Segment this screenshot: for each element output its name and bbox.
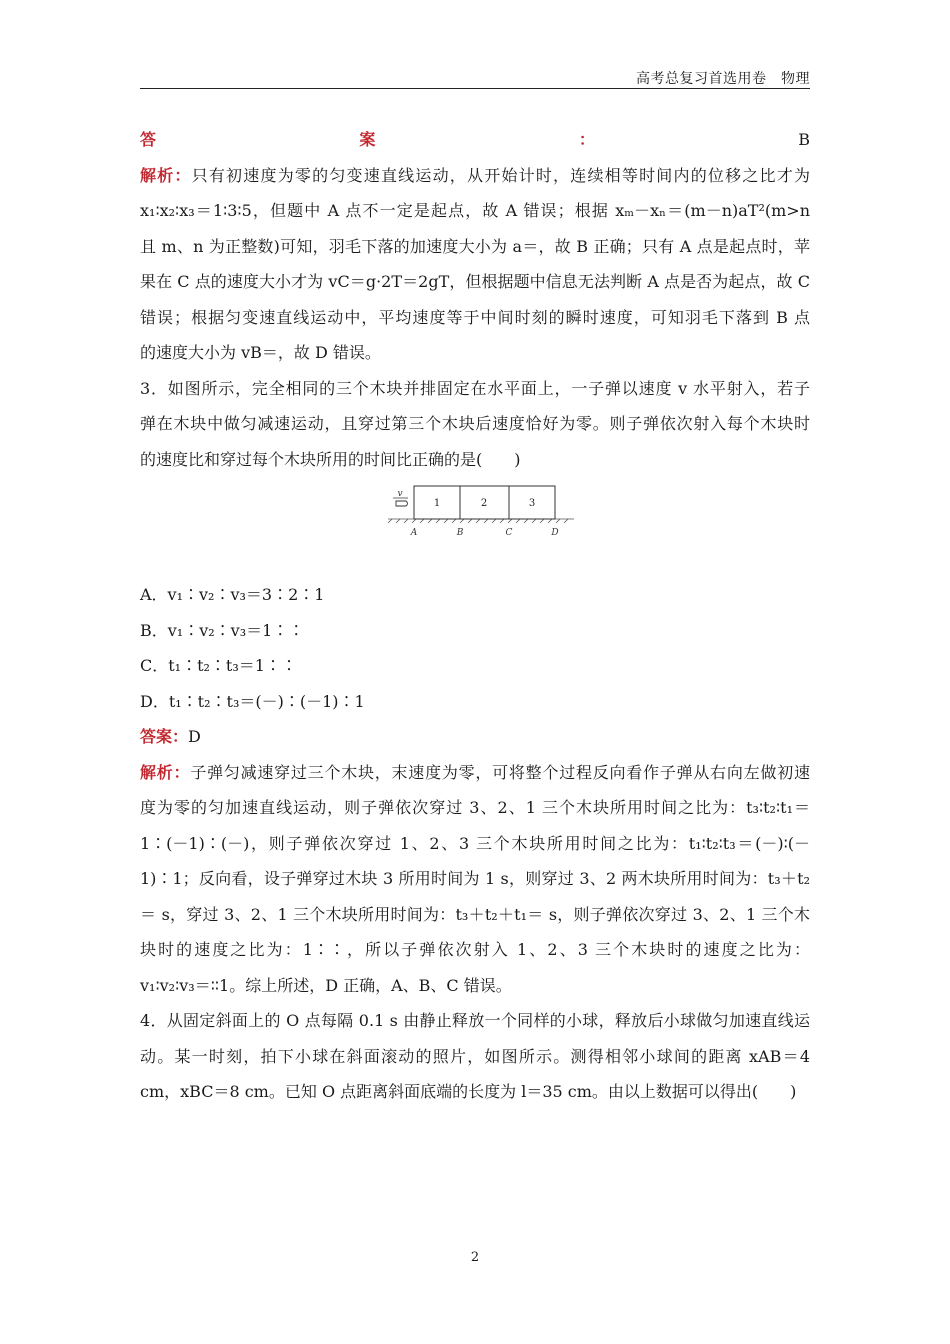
line-text: 果在 C 点的速度大小才为 vC＝g·2T＝2gT，但根据题中信息无法判断 A 点是否为起点，故 C <box>140 272 810 291</box>
header-title: 高考总复习首选用卷 物理 <box>636 71 810 87</box>
line-text: B <box>798 130 810 149</box>
text-block-1 <box>140 122 810 477</box>
text-line <box>140 371 810 407</box>
text-line <box>140 158 810 194</box>
text-line <box>140 790 810 826</box>
text-line <box>140 264 810 300</box>
point-label-d: D <box>551 528 559 538</box>
text-line <box>140 684 810 720</box>
line-text: cm，xBC＝8 cm。已知 O 点距离斜面底端的长度为 l＝35 cm。由以上数据可以得出( ) <box>140 1082 797 1101</box>
text-line <box>140 406 810 442</box>
text-line <box>140 300 810 336</box>
text-line <box>140 861 810 897</box>
ground-hatch <box>388 519 574 523</box>
page-number: 2 <box>470 1250 480 1265</box>
line-text: C．t₁∶t₂∶t₃＝1∶∶ <box>140 656 297 675</box>
answer-label: 答案： <box>140 130 799 149</box>
line-text: 错误；根据匀变速直线运动中，平均速度等于中间时刻的瞬时速度，可知羽毛下落到 B 点 <box>140 307 810 327</box>
line-text: 只有初速度为零的匀变速直线运动，从开始计时，连续相等时间内的位移之比才为 <box>191 165 810 185</box>
line-text: 子弹匀减速穿过三个木块，末速度为零，可将整个过程反向看作子弹从右向左做初速 <box>190 762 810 782</box>
document-body <box>140 122 810 1110</box>
text-line <box>140 613 810 649</box>
line-text: 1)∶1；反向看，设子弹穿过木块 3 所用时间为 1 s，则穿过 3、2 两木块所用时间为：t₃＋t₂ <box>140 869 810 888</box>
text-line <box>140 577 810 613</box>
line-text: B．v₁∶v₂∶v₃＝1∶∶ <box>140 620 305 640</box>
point-label-b: B <box>456 528 464 538</box>
text-line <box>140 229 810 265</box>
velocity-label: v <box>397 489 403 499</box>
line-text: 弹在木块中做匀减速运动，且穿过第三个木块后速度恰好为零。则子弹依次射入每个木块时 <box>140 414 810 433</box>
point-label-c: C <box>505 528 513 538</box>
answer-label: 答案： <box>140 727 189 746</box>
text-line <box>140 648 810 684</box>
text-line <box>140 122 810 158</box>
text-line <box>140 335 810 371</box>
text-line <box>140 442 810 478</box>
line-text: ＝ s，穿过 3、2、1 三个木块所用时间为：t₃＋t₂＋t₁＝ s，则子弹依次穿过 3、2、1 三个木 <box>140 904 810 924</box>
line-text: 1∶(－1)∶(－)，则子弹依次穿过 1、2、3 三个木块所用时间之比为：t₁∶t₂∶t₃＝(－)∶(－ <box>140 833 810 853</box>
bullet-icon <box>396 501 408 506</box>
text-line <box>140 1003 810 1039</box>
text-line <box>140 897 810 933</box>
block-label-3: 3 <box>528 498 536 509</box>
text-line <box>140 932 810 968</box>
line-text: 4．从固定斜面上的 O 点每隔 0.1 s 由静止释放一个同样的小球，释放后小球做匀加速直线运 <box>140 1011 810 1030</box>
text-line <box>140 193 810 229</box>
text-line <box>140 1039 810 1075</box>
line-text: x₁∶x₂∶x₃＝1∶3∶5，但题中 A 点不一定是起点，故 A 错误；根据 xₘ－xₙ＝(m－n)aT²(m>n <box>140 201 810 220</box>
block-label-1: 1 <box>433 498 441 509</box>
line-text: 的速度比和穿过每个木块所用的时间比正确的是( ) <box>140 449 521 469</box>
answer-label: 解析： <box>140 165 192 185</box>
line-text: 3．如图所示，完全相同的三个木块并排固定在水平面上，一子弹以速度 v 水平射入，若子 <box>140 378 810 398</box>
line-text: D．t₁∶t₂∶t₃＝(－)∶(－1)∶1 <box>140 691 365 711</box>
text-block-2 <box>140 577 810 1110</box>
text-line <box>140 826 810 862</box>
figure-svg <box>384 485 574 545</box>
line-text: 动。某一时刻，拍下小球在斜面滚动的照片，如图所示。测得相邻小球间的距离 xAB＝4 <box>140 1046 810 1066</box>
page-header <box>140 66 810 89</box>
line-text: 度为零的匀加速直线运动，则子弹依次穿过 3、2、1 三个木块所用时间之比为：t₃∶t₂∶t₁＝ <box>140 798 810 817</box>
line-text: D <box>188 727 201 746</box>
answer-label: 解析： <box>140 762 191 782</box>
text-line <box>140 719 810 755</box>
line-text: 且 m、n 为正整数)可知，羽毛下落的加速度大小为 a＝，故 B 正确；只有 A 点是起点时，苹 <box>140 236 810 256</box>
block-label-2: 2 <box>480 498 488 509</box>
bullet-blocks-figure <box>140 477 810 577</box>
text-line <box>140 1074 810 1110</box>
line-text: A．v₁∶v₂∶v₃＝3∶2∶1 <box>140 585 325 604</box>
text-line <box>140 755 810 791</box>
line-text: 的速度大小为 vB＝，故 D 错误。 <box>140 343 381 362</box>
text-line <box>140 968 810 1004</box>
point-label-a: A <box>410 528 418 538</box>
line-text: v₁∶v₂∶v₃＝∶∶1。综上所述，D 正确，A、B、C 错误。 <box>140 975 512 995</box>
line-text: 块时的速度之比为：1∶∶，所以子弹依次射入 1、2、3 三个木块时的速度之比为： <box>140 940 810 959</box>
